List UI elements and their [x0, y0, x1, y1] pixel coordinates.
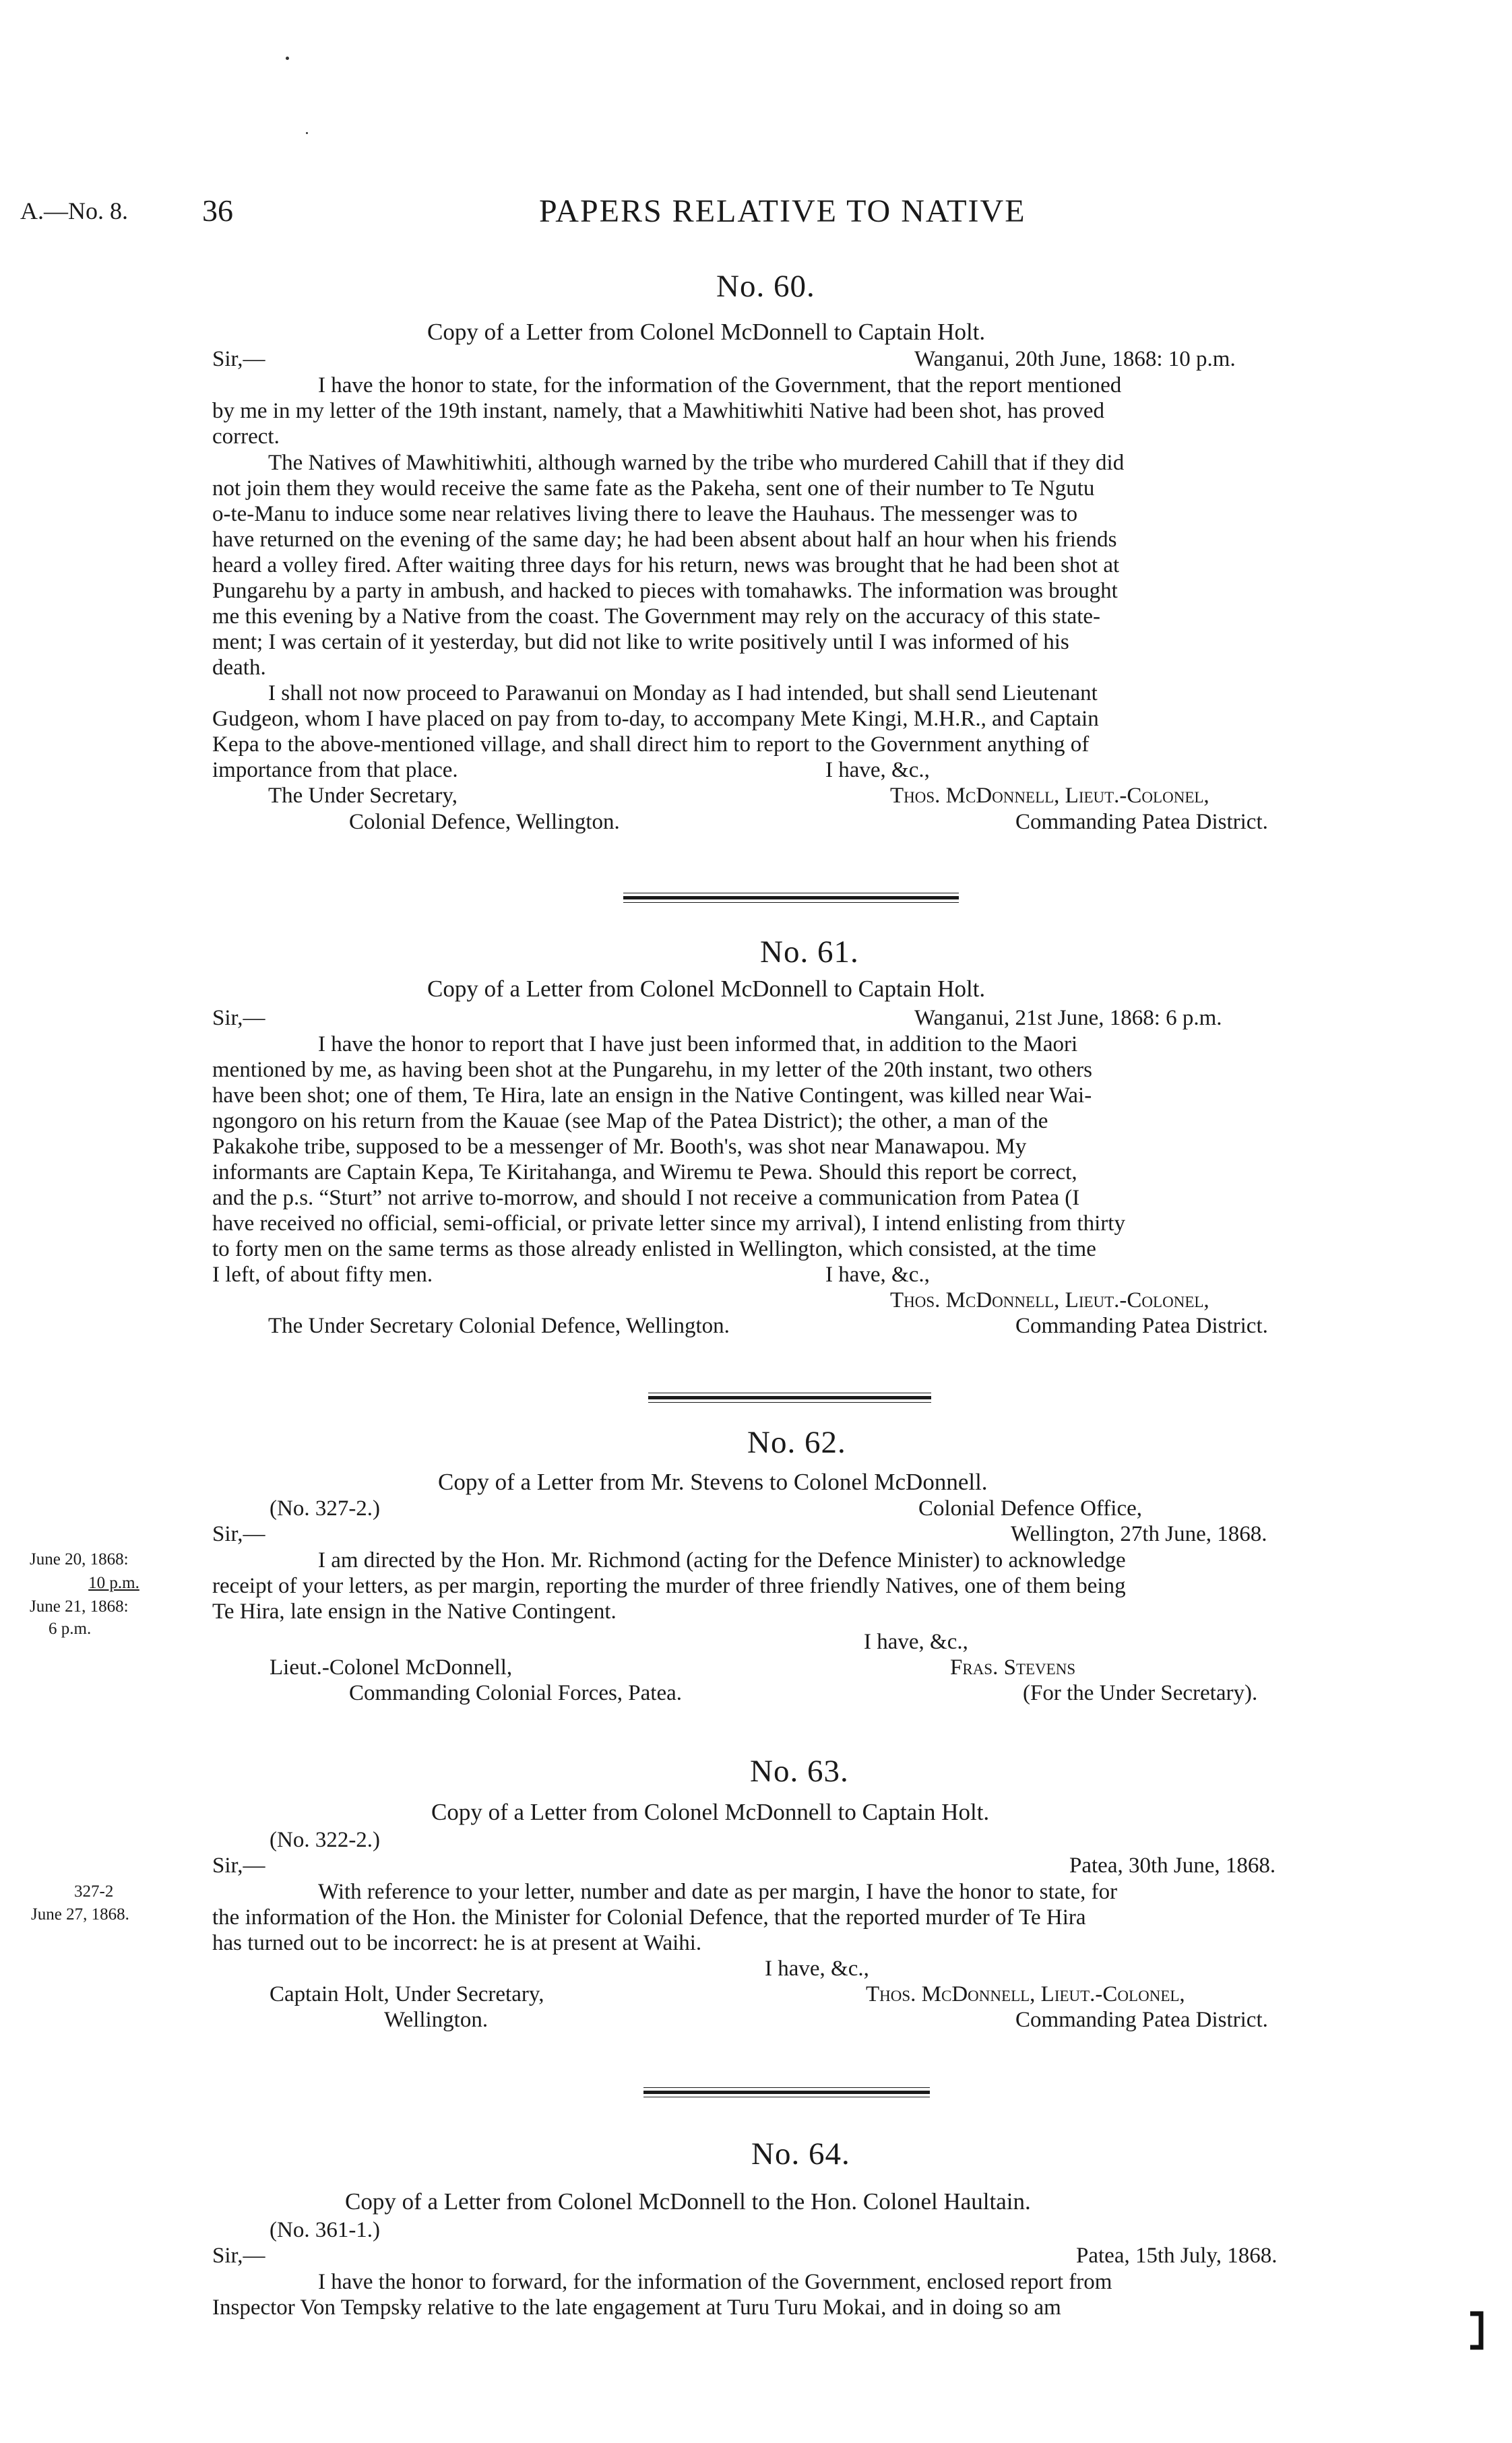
letter-number: No. 64. — [751, 2136, 850, 2171]
text-line: by me in my letter of the 19th instant, namely, that a Mawhitiwhiti Native had been shot, has proved — [212, 399, 1104, 423]
signature-title: Commanding Patea District. — [1015, 2008, 1268, 2032]
salutation: Sir,— — [212, 1522, 265, 1546]
letter-number: No. 62. — [747, 1425, 846, 1460]
section-divider — [623, 896, 959, 899]
dateline: Patea, 30th June, 1868. — [1069, 1853, 1276, 1878]
closing: I have, &c., — [765, 1957, 869, 1981]
scan-speck — [306, 132, 308, 134]
addressee: Colonial Defence, Wellington. — [349, 810, 620, 834]
text-line: me this evening by a Native from the coast. The Government may rely on the accuracy of this state- — [212, 604, 1101, 629]
text-line: The Natives of Mawhitiwhiti, although warned by the tribe who murdered Cahill that if they did — [268, 451, 1125, 475]
signature-title: Commanding Patea District. — [1015, 1314, 1268, 1338]
text-line: importance from that place. — [212, 758, 458, 782]
text-line: mentioned by me, as having been shot at the Pungarehu, in my letter of the 20th instant, two others — [212, 1058, 1092, 1082]
text-line: Kepa to the above-mentioned village, and shall direct him to report to the Government anything of — [212, 732, 1090, 757]
text-line: Te Hira, late ensign in the Native Contingent. — [212, 1599, 617, 1624]
letter-title: Copy of a Letter from Colonel McDonnell to Captain Holt. — [431, 1799, 990, 1825]
reference-number: (No. 361-1.) — [270, 2218, 381, 2242]
signature-title: Commanding Patea District. — [1015, 810, 1268, 834]
margin-note: June 27, 1868. — [31, 1905, 129, 1924]
section-divider — [648, 1396, 931, 1399]
reference-number: (No. 322-2.) — [270, 1828, 381, 1852]
text-line: receipt of your letters, as per margin, reporting the murder of three friendly Natives, one of them being — [212, 1574, 1126, 1598]
margin-note: June 20, 1868: — [30, 1550, 129, 1568]
salutation: Sir,— — [212, 1006, 265, 1030]
text-line: to forty men on the same terms as those already enlisted in Wellington, which consisted, at the time — [212, 1237, 1096, 1261]
margin-note: June 21, 1868: — [30, 1597, 129, 1616]
text-line: ment; I was certain of it yesterday, but did not like to write positively until I was informed of his — [212, 630, 1069, 654]
text-line: have received no official, semi-official, or private letter since my arrival), I intend enlisting from thirty — [212, 1211, 1125, 1236]
letter-number: No. 60. — [716, 269, 815, 304]
signature-title: (For the Under Secretary). — [1023, 1681, 1258, 1705]
closing: I have, &c., — [825, 1263, 930, 1287]
text-line: I have the honor to forward, for the information of the Government, enclosed report from — [318, 2270, 1112, 2294]
dateline: Wellington, 27th June, 1868. — [1011, 1522, 1267, 1546]
letter-title: Copy of a Letter from Colonel McDonnell to Captain Holt. — [427, 976, 986, 1002]
running-title: PAPERS RELATIVE TO NATIVE — [539, 193, 1026, 229]
addressee: Wellington. — [384, 2008, 489, 2032]
office-line: Colonial Defence Office, — [918, 1496, 1142, 1521]
signature: Thos. McDonnell, Lieut.-Colonel, — [866, 1982, 1185, 2006]
text-line: not join them they would receive the same fate as the Pakeha, sent one of their number to Te Ngutu — [212, 476, 1095, 501]
salutation: Sir,— — [212, 347, 265, 371]
document-reference: A.—No. 8. — [20, 197, 128, 224]
text-line: Gudgeon, whom I have placed on pay from to-day, to accompany Mete Kingi, M.H.R., and Captain — [212, 707, 1099, 731]
text-line: I left, of about fifty men. — [212, 1263, 433, 1287]
addressee: The Under Secretary Colonial Defence, Wellington. — [268, 1314, 730, 1338]
text-line: Pakakohe tribe, supposed to be a messenger of Mr. Booth's, was shot near Manawapou. My — [212, 1135, 1027, 1159]
margin-note: 6 p.m. — [49, 1620, 92, 1638]
closing: I have, &c., — [825, 758, 930, 782]
margin-note: 327-2 — [74, 1882, 114, 1901]
text-line: death. — [212, 656, 266, 680]
dateline: Wanganui, 20th June, 1868: 10 p.m. — [914, 347, 1236, 371]
margin-note: 10 p.m. — [88, 1574, 139, 1592]
dateline: Patea, 15th July, 1868. — [1076, 2244, 1278, 2268]
text-line: Pungarehu by a party in ambush, and hacked to pieces with tomahawks. The information was brought — [212, 579, 1118, 603]
text-line: the information of the Hon. the Minister for Colonial Defence, that the reported murder of Te Hira — [212, 1905, 1086, 1930]
signature: Thos. McDonnell, Lieut.-Colonel, — [890, 1288, 1209, 1312]
text-line: ngongoro on his return from the Kauae (see Map of the Patea District); the other, a man of the — [212, 1109, 1048, 1133]
salutation: Sir,— — [212, 2244, 265, 2268]
text-line: Inspector Von Tempsky relative to the late engagement at Turu Turu Mokai, and in doing so am — [212, 2295, 1061, 2320]
reference-number: (No. 327-2.) — [270, 1496, 381, 1521]
text-line: informants are Captain Kepa, Te Kiritahanga, and Wiremu te Pewa. Should this report be correct, — [212, 1160, 1077, 1184]
scan-speck — [286, 57, 289, 60]
text-line: I shall not now proceed to Parawanui on Monday as I had intended, but shall send Lieutenant — [268, 681, 1098, 705]
section-divider — [643, 2091, 930, 2094]
letter-title: Copy of a Letter from Colonel McDonnell to the Hon. Colonel Haultain. — [345, 2188, 1031, 2215]
text-line: o-te-Manu to induce some near relatives living there to leave the Hauhaus. The messenger was to — [212, 502, 1078, 526]
text-line: and the p.s. “Sturt” not arrive to-morrow, and should I not receive a communication from Patea (I — [212, 1186, 1080, 1210]
letter-number: No. 63. — [750, 1754, 849, 1789]
text-line: has turned out to be incorrect: he is at present at Waihi. — [212, 1931, 702, 1955]
text-line: I am directed by the Hon. Mr. Richmond (acting for the Defence Minister) to acknowledge — [318, 1548, 1126, 1573]
dateline: Wanganui, 21st June, 1868: 6 p.m. — [914, 1006, 1222, 1030]
text-line: I have the honor to report that I have just been informed that, in addition to the Maori — [318, 1032, 1078, 1056]
text-line: correct. — [212, 424, 280, 449]
text-line: have been shot; one of them, Te Hira, late an ensign in the Native Contingent, was killed near Wai- — [212, 1083, 1092, 1108]
text-line: heard a volley fired. After waiting three days for his return, news was brought that he had been shot at — [212, 553, 1120, 577]
page-edge-bracket-mark — [1468, 2311, 1485, 2351]
text-line: have returned on the evening of the same day; he had been absent about half an hour when his friends — [212, 528, 1117, 552]
letter-title: Copy of a Letter from Mr. Stevens to Colonel McDonnell. — [438, 1469, 988, 1495]
addressee: The Under Secretary, — [268, 784, 458, 808]
salutation: Sir,— — [212, 1853, 265, 1878]
page-number: 36 — [202, 193, 233, 228]
letter-title: Copy of a Letter from Colonel McDonnell to Captain Holt. — [427, 319, 986, 345]
text-line: I have the honor to state, for the information of the Government, that the report mentioned — [318, 373, 1122, 398]
addressee: Lieut.-Colonel McDonnell, — [270, 1655, 513, 1680]
text-line: With reference to your letter, number and date as per margin, I have the honor to state, for — [318, 1880, 1118, 1904]
addressee: Captain Holt, Under Secretary, — [270, 1982, 544, 2006]
letter-number: No. 61. — [760, 934, 859, 970]
signature: Thos. McDonnell, Lieut.-Colonel, — [890, 784, 1209, 808]
addressee: Commanding Colonial Forces, Patea. — [349, 1681, 683, 1705]
signature: Fras. Stevens — [950, 1655, 1076, 1680]
closing: I have, &c., — [864, 1630, 968, 1654]
